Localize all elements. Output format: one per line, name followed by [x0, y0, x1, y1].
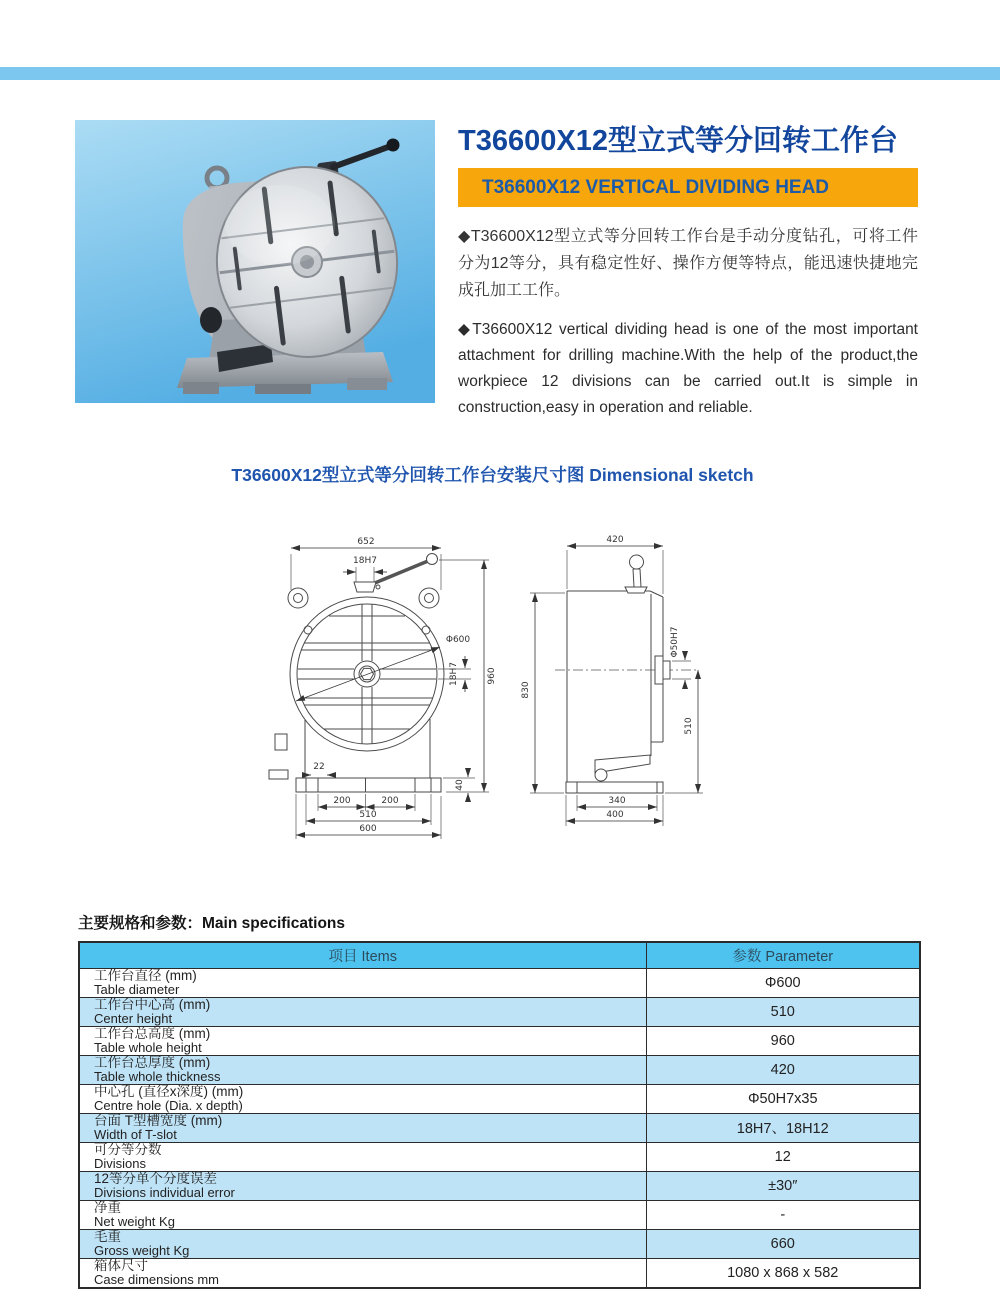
dim-bolt-pitch-right: 200 [381, 796, 399, 806]
spec-value-cell: Φ50H7x35 [646, 1084, 920, 1113]
highlight [225, 185, 335, 265]
spec-value-cell: 960 [646, 1026, 920, 1055]
spec-value-cell: 510 [646, 997, 920, 1026]
spec-item-cell [79, 1084, 646, 1113]
spec-row [79, 1113, 920, 1142]
base-foot [255, 384, 311, 394]
spec-item-cn: 可分等分数 [94, 1141, 162, 1157]
dim-base-width: 510 [359, 810, 377, 820]
spec-item-cn: 工作台中心高 (mm) [94, 996, 211, 1012]
spec-value-cell: 18H7、18H12 [646, 1113, 920, 1142]
spec-item-cell [79, 968, 646, 997]
spec-row [79, 1142, 920, 1171]
spec-value-cell: 12 [646, 1142, 920, 1171]
spec-item-cn: 12等分单个分度误差 [94, 1170, 218, 1186]
spec-item-cn: 工作台直径 (mm) [94, 967, 197, 983]
spec-item-cell [79, 997, 646, 1026]
description-chinese: ◆T36600X12型立式等分回转工作台是手动分度钻孔，可将工件分为12等分，具有稳定性好、操作方便等特点，能迅速快捷地完成孔加工工作。 [458, 228, 918, 299]
spec-value-cell: 420 [646, 1055, 920, 1084]
side-view-drawing [500, 530, 730, 850]
dim-slot-top: 18H7 [353, 556, 377, 566]
specs-table-body [79, 968, 920, 1288]
spec-item-en: Divisions individual error [94, 1184, 235, 1200]
spec-item-en: Case dimensions mm [94, 1271, 219, 1287]
dim-base-width: 400 [606, 810, 624, 820]
spec-row [79, 997, 920, 1026]
dim-table-diameter: Φ600 [445, 635, 471, 645]
spec-row [79, 1026, 920, 1055]
specs-heading-cn: 主要规格和参数： [78, 915, 203, 932]
spec-value-cell: Φ600 [646, 968, 920, 997]
spec-row [79, 1200, 920, 1229]
front-view-drawing [268, 530, 503, 855]
dim-centre-hole: Φ50H7 [670, 626, 680, 658]
spec-item-cell [79, 1055, 646, 1084]
spec-item-en: Table whole height [94, 1039, 202, 1055]
dim-bolt-pitch-left: 200 [333, 796, 351, 806]
dim-base-inner-width: 340 [608, 796, 626, 806]
spec-item-en: Width of T-slot [94, 1126, 177, 1142]
spec-item-cell [79, 1142, 646, 1171]
spec-item-en: Divisions [94, 1155, 147, 1171]
spec-item-cn: 净重 [94, 1199, 121, 1215]
spec-item-cell [79, 1171, 646, 1200]
spec-row [79, 1084, 920, 1113]
spec-row [79, 1055, 920, 1084]
spec-item-cell [79, 1258, 646, 1288]
specs-table [78, 941, 921, 1289]
dim-top-width: 652 [357, 537, 375, 547]
spec-item-cn: 中心孔 (直径x深度) (mm) [94, 1083, 244, 1099]
spec-item-en: Table diameter [94, 981, 180, 997]
spec-item-cn: 工作台总厚度 (mm) [94, 1054, 211, 1070]
spec-item-en: Net weight Kg [94, 1213, 175, 1229]
accent-bar [0, 67, 1000, 80]
spec-row [79, 968, 920, 997]
base-foot [183, 382, 219, 394]
dimensional-sketch-heading: T36600X12型立式等分回转工作台安装尺寸图 Dimensional sketch [231, 465, 754, 485]
product-image [75, 120, 435, 403]
page-title: T36600X12型立式等分回转工作台 [458, 125, 898, 157]
spec-value-cell: 1080 x 868 x 582 [646, 1258, 920, 1288]
spec-value-cell: - [646, 1200, 920, 1229]
dim-top-width: 420 [606, 535, 624, 545]
specs-heading-en: Main specifications [202, 915, 345, 932]
spec-item-en: Gross weight Kg [94, 1242, 190, 1258]
base-foot [347, 378, 387, 390]
spec-value-cell: ±30″ [646, 1171, 920, 1200]
spec-item-cell [79, 1200, 646, 1229]
dim-base-height: 40 [455, 779, 465, 791]
spec-value-cell: 660 [646, 1229, 920, 1258]
spec-item-cn: 箱体尺寸 [94, 1257, 148, 1273]
product-intro [458, 118, 918, 421]
description-english: ◆T36600X12 vertical dividing head is one of the most important attachment for drilling machine.With the help of the product,the workpiece 12 divisions can be carried out.It is simple in construction,easy in operation and reliable. [458, 321, 918, 416]
dim-centre-height: 510 [684, 717, 694, 735]
spec-item-cn: 毛重 [94, 1228, 121, 1244]
spec-item-cn: 台面 T型槽宽度 (mm) [94, 1112, 223, 1128]
spec-item-cn: 工作台总高度 (mm) [94, 1025, 211, 1041]
spec-row [79, 1229, 920, 1258]
specs-heading [78, 911, 345, 933]
spec-item-en: Table whole thickness [94, 1068, 221, 1084]
spec-row [79, 1258, 920, 1288]
spec-item-cell [79, 1113, 646, 1142]
dim-body-height: 830 [521, 681, 531, 699]
dim-overall-width: 600 [359, 824, 377, 834]
english-title-banner: T36600X12 VERTICAL DIVIDING HEAD [458, 168, 918, 207]
dim-edge-offset: 22 [313, 762, 325, 772]
dim-slot-center: 18H7 [449, 662, 459, 686]
dim-total-height: 960 [487, 667, 497, 685]
spec-item-en: Center height [94, 1010, 173, 1026]
column-header-parameter: 参数 Parameter [646, 942, 920, 968]
spec-item-en: Centre hole (Dia. x depth) [94, 1097, 243, 1113]
spec-row [79, 1171, 920, 1200]
spec-item-cell [79, 1026, 646, 1055]
specs-header-row [79, 942, 920, 968]
column-header-items: 项目 Items [79, 942, 646, 968]
side-hole [200, 307, 222, 333]
spec-item-cell [79, 1229, 646, 1258]
